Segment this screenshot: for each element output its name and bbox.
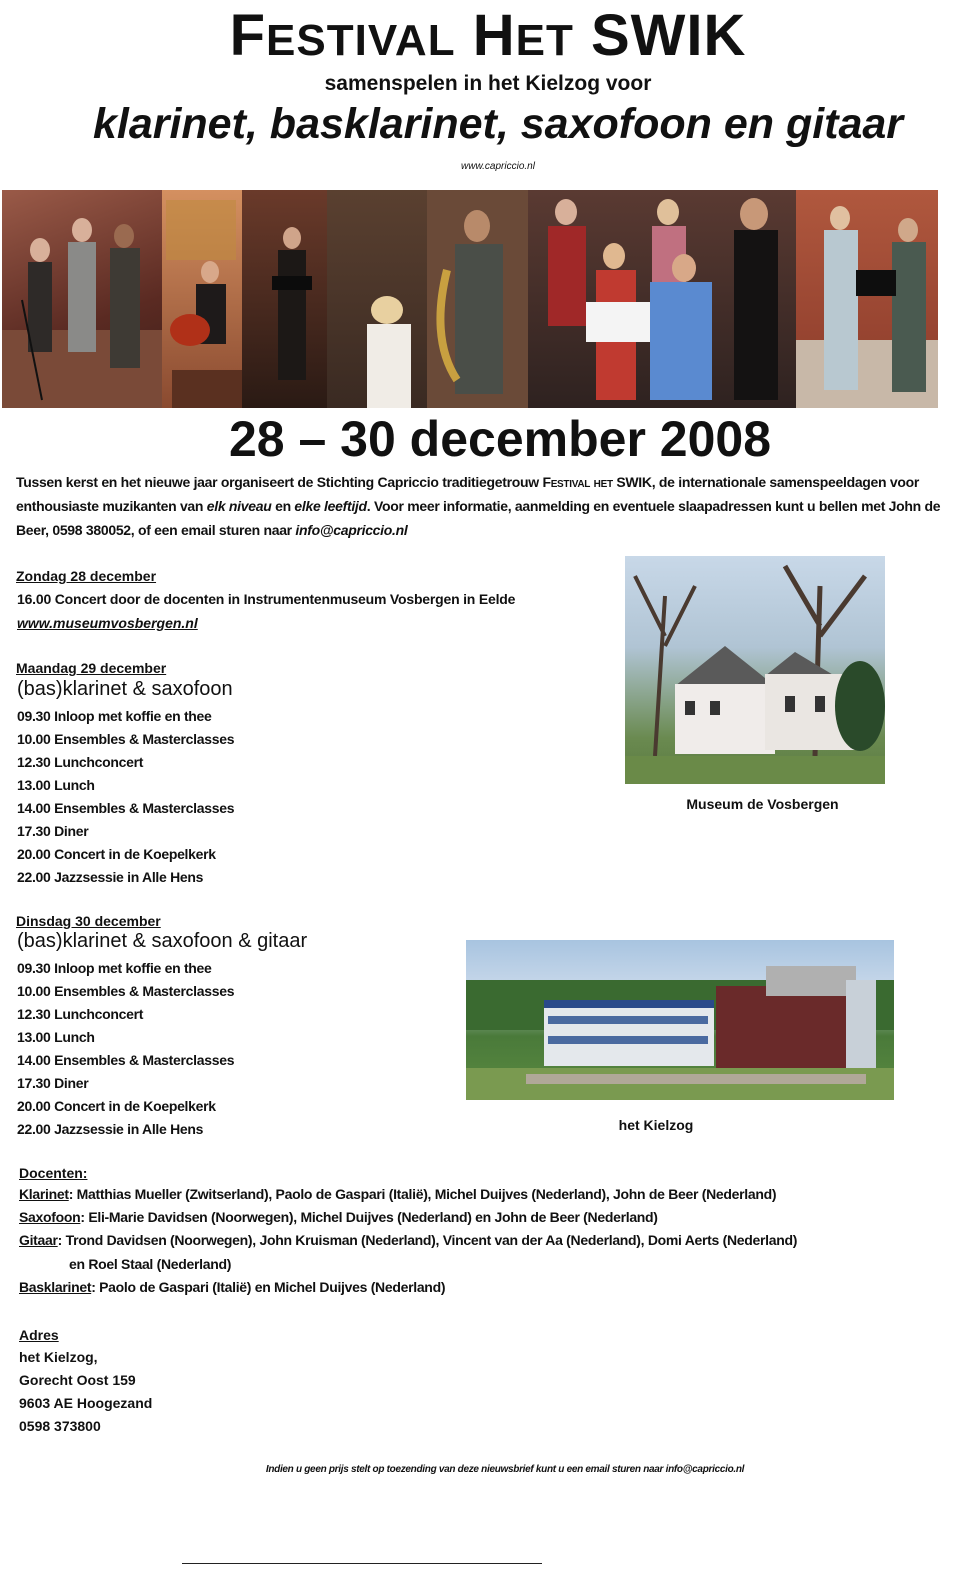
teachers-klarinet [19, 1183, 776, 1206]
schedule-item: 22.00 Jazzsessie in Alle Hens [17, 1121, 204, 1137]
photo-sax-duo-image [796, 190, 938, 408]
tuesday-subtitle: (bas)klarinet & saxofoon & gitaar [17, 930, 308, 952]
teacher-list: : Trond Davidsen (Noorwegen), John Kruisman (Nederland), Vincent van der Aa (Nederland), Domi Aerts (Nederland) [57, 1232, 798, 1248]
photo-saxophone-ensemble [2, 190, 162, 408]
intro-level: elk niveau [206, 498, 272, 514]
instruments-heading: klarinet, basklarinet, saxofoon en gitaar [92, 100, 904, 148]
intro-email-link[interactable]: info@capriccio.nl [295, 522, 408, 538]
teacher-list: : Paolo de Gaspari (Italië) en Michel Duijves (Nederland) [91, 1279, 446, 1295]
museum-photo-image [625, 556, 885, 784]
festival-title [0, 2, 976, 69]
intro-swik: SWIK [616, 474, 652, 490]
address-line: het Kielzog, [19, 1349, 98, 1365]
title-festival: ESTIVAL [266, 16, 456, 65]
title-het: ET [515, 16, 574, 65]
schedule-item: 09.30 Inloop met koffie en thee [17, 960, 212, 976]
festival-dates: 28 – 30 december 2008 [228, 411, 772, 467]
intro-text-1: Tussen kerst en het nieuwe jaar organiseert de Stichting Capriccio traditiegetrouw [16, 474, 539, 490]
schedule-item: 22.00 Jazzsessie in Alle Hens [17, 869, 204, 885]
schedule-item: 14.00 Ensembles & Masterclasses [17, 800, 235, 816]
kielzog-photo [466, 940, 894, 1100]
schedule-item: 12.30 Lunchconcert [17, 1006, 144, 1022]
address-line: 0598 373800 [19, 1418, 101, 1434]
photo-saxophone-ensemble-image [2, 190, 162, 408]
museum-photo [625, 556, 885, 784]
museum-caption: Museum de Vosbergen [686, 796, 839, 812]
tuesday-heading: Dinsdag 30 december [16, 913, 161, 929]
photo-guitarist-image [162, 190, 242, 408]
schedule-item: 20.00 Concert in de Koepelkerk [17, 846, 216, 862]
teachers-saxofoon [19, 1206, 658, 1229]
monday-subtitle: (bas)klarinet & saxofoon [17, 678, 233, 700]
sunday-heading: Zondag 28 december [16, 568, 157, 584]
sunday-concert: 16.00 Concert door de docenten in Instrumentenmuseum Vosbergen in Eelde [17, 591, 516, 607]
museum-link[interactable]: www.museumvosbergen.nl [17, 615, 198, 631]
monday-schedule [17, 706, 234, 890]
intro-paragraph [16, 470, 971, 542]
intro-age: elke leeftijd [294, 498, 367, 514]
address-heading: Adres [19, 1327, 59, 1343]
instrument-label: Klarinet [19, 1186, 69, 1202]
tuesday-schedule [17, 958, 234, 1142]
photo-clarinet-group-image [528, 190, 796, 408]
photo-clarinet-group [528, 190, 796, 408]
photo-clarinet-stage [242, 190, 327, 408]
teachers-basklarinet [19, 1276, 445, 1299]
intro-en: en [275, 498, 291, 514]
instrument-label: Saxofoon [19, 1209, 81, 1225]
schedule-item: 10.00 Ensembles & Masterclasses [17, 731, 235, 747]
photo-saxophonist [327, 190, 528, 408]
teacher-list: : Matthias Mueller (Zwitserland), Paolo de Gaspari (Italië), Michel Duijves (Nederland), John de Beer (Nederland) [68, 1186, 777, 1202]
photo-clarinet-stage-image [242, 190, 327, 408]
intro-festival-name: Festival het [542, 474, 613, 490]
photo-guitarist [162, 190, 242, 408]
intro-text-2: , de internationale samenspeeldagen voor enthousiaste muzikanten van [16, 474, 920, 514]
schedule-item: 14.00 Ensembles & Masterclasses [17, 1052, 235, 1068]
teachers-heading: Docenten: [19, 1165, 88, 1181]
monday-heading: Maandag 29 december [16, 660, 167, 676]
schedule-item: 13.00 Lunch [17, 777, 95, 793]
photo-saxophonist-image [327, 190, 528, 408]
schedule-item: 13.00 Lunch [17, 1029, 95, 1045]
schedule-item: 12.30 Lunchconcert [17, 754, 144, 770]
title-initial-f: F [229, 3, 267, 68]
kielzog-photo-image [466, 940, 894, 1100]
address-line: Gorecht Oost 159 [19, 1372, 136, 1388]
schedule-item: 09.30 Inloop met koffie en thee [17, 708, 212, 724]
schedule-item: 17.30 Diner [17, 1075, 89, 1091]
title-swik: SWIK [590, 3, 747, 68]
address-line: 9603 AE Hoogezand [19, 1395, 153, 1411]
photo-sax-duo [796, 190, 938, 408]
schedule-item: 17.30 Diner [17, 823, 89, 839]
subtitle: samenspelen in het Kielzog voor [324, 72, 652, 95]
kielzog-caption: het Kielzog [618, 1117, 694, 1133]
website-url: www.capriccio.nl [461, 161, 535, 172]
schedule-item: 20.00 Concert in de Koepelkerk [17, 1098, 216, 1114]
teachers-gitaar-cont: en Roel Staal (Nederland) [69, 1256, 232, 1272]
instrument-label: Basklarinet [19, 1279, 92, 1295]
instrument-label: Gitaar [19, 1232, 58, 1248]
bottom-rule [182, 1563, 542, 1564]
address-block [19, 1349, 152, 1441]
newsletter-footer: Indien u geen prijs stelt op toezending van deze nieuwsbrief kunt u een email sturen naar info@capriccio.nl [265, 1464, 745, 1475]
intro-text-3: . Voor meer informatie, aanmelding en eventuele slaapadressen kunt u bellen met John de Beer, 0598 380052, of een email sturen naar [16, 498, 941, 538]
teacher-list: : Eli-Marie Davidsen (Noorwegen), Michel Duijves (Nederland) en John de Beer (Nederland) [80, 1209, 658, 1225]
photo-strip [2, 190, 938, 408]
title-initial-h: H [472, 3, 516, 68]
schedule-item: 10.00 Ensembles & Masterclasses [17, 983, 235, 999]
teachers-gitaar [19, 1229, 797, 1252]
